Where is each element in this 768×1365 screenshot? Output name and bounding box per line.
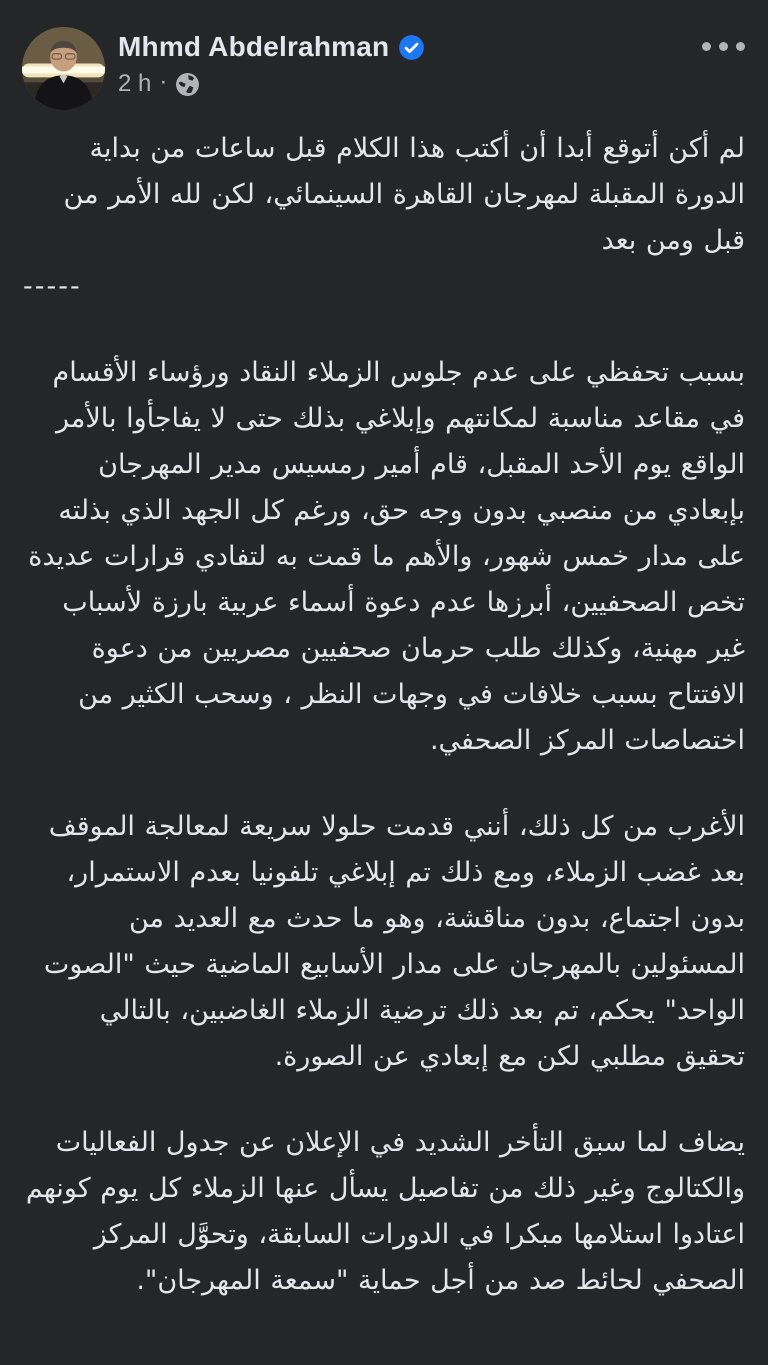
post-paragraph: الأغرب من كل ذلك، أنني قدمت حلولا سريعة لمعالجة الموقف بعد غضب الزملاء، ومع ذلك تم إبلاغي تلفونيا بعدم الاستمرار، بدون اجتماع، بدون مناقشة، وهو ما حدث مع العديد من المسئولين بالمهرجان على مدار الأسابيع الماضية حيث "الصوت الواحد" يحكم، تم بعد ذلك ترضية الزملاء الغاضبين، بالتالي تحقيق مطلبي لكن مع إبعادي عن الصورة.: [43, 811, 745, 1072]
post-paragraph: بسبب تحفظي على عدم جلوس الزملاء النقاد ورؤساء الأقسام في مقاعد مناسبة لمكانتهم وإبلاغي بذلك حتى لا يفاجأوا بالأمر الواقع يوم الأحد المقبل، قام أمير رمسيس مدير المهرجان بإبعادي من منصبي بدون وجه حق، ورغم كل الجهد الذي بذلته على مدار خمس شهور، والأهم ما قمت به لتفادي قرارات عديدة تخص الصحفيين، أبرزها عدم دعوة أسماء عربية بارزة لأسباب غير مهنية، وكذلك طلب حرمان صحفيين مصريين من دعوة الافتتاح بسبب خلافات في وجهات النظر ، وسحب الكثير من اختصاصات المركز الصحفي.: [28, 357, 745, 756]
ellipsis-icon: [702, 42, 711, 51]
post-menu-button[interactable]: [700, 36, 747, 57]
timestamp[interactable]: 2 h: [118, 70, 152, 97]
globe-icon: [175, 72, 200, 97]
post-paragraph: لم أكن أتوقع أبدا أن أكتب هذا الكلام قبل ساعات من بداية الدورة المقبلة لمهرجان القاهرة السينمائي، لكن لله الأمر من قبل ومن بعد: [63, 133, 745, 256]
meta-separator: ·: [159, 68, 168, 95]
post-paragraph: يضاف لما سبق التأخر الشديد في الإعلان عن جدول الفعاليات والكتالوج وغير ذلك من تفاصيل يسأل عنها الزملاء كل يوم كونهم اعتادوا استلامها مبكرا في الدورات السابقة، وتحوَّل المركز الصحفي لحائط صد من أجل حماية "سمعة المهرجان".: [25, 1127, 745, 1296]
avatar[interactable]: [22, 27, 105, 110]
name-row: [118, 31, 425, 63]
post-header: [0, 0, 768, 110]
avatar-photo: [22, 27, 105, 110]
post-body: [0, 110, 768, 1304]
author-name[interactable]: Mhmd Abdelrahman: [118, 31, 390, 62]
header-info: [118, 27, 425, 98]
verified-badge-icon: [398, 34, 425, 61]
post-divider-dashes: -----: [23, 271, 82, 302]
post-meta: [118, 70, 425, 98]
